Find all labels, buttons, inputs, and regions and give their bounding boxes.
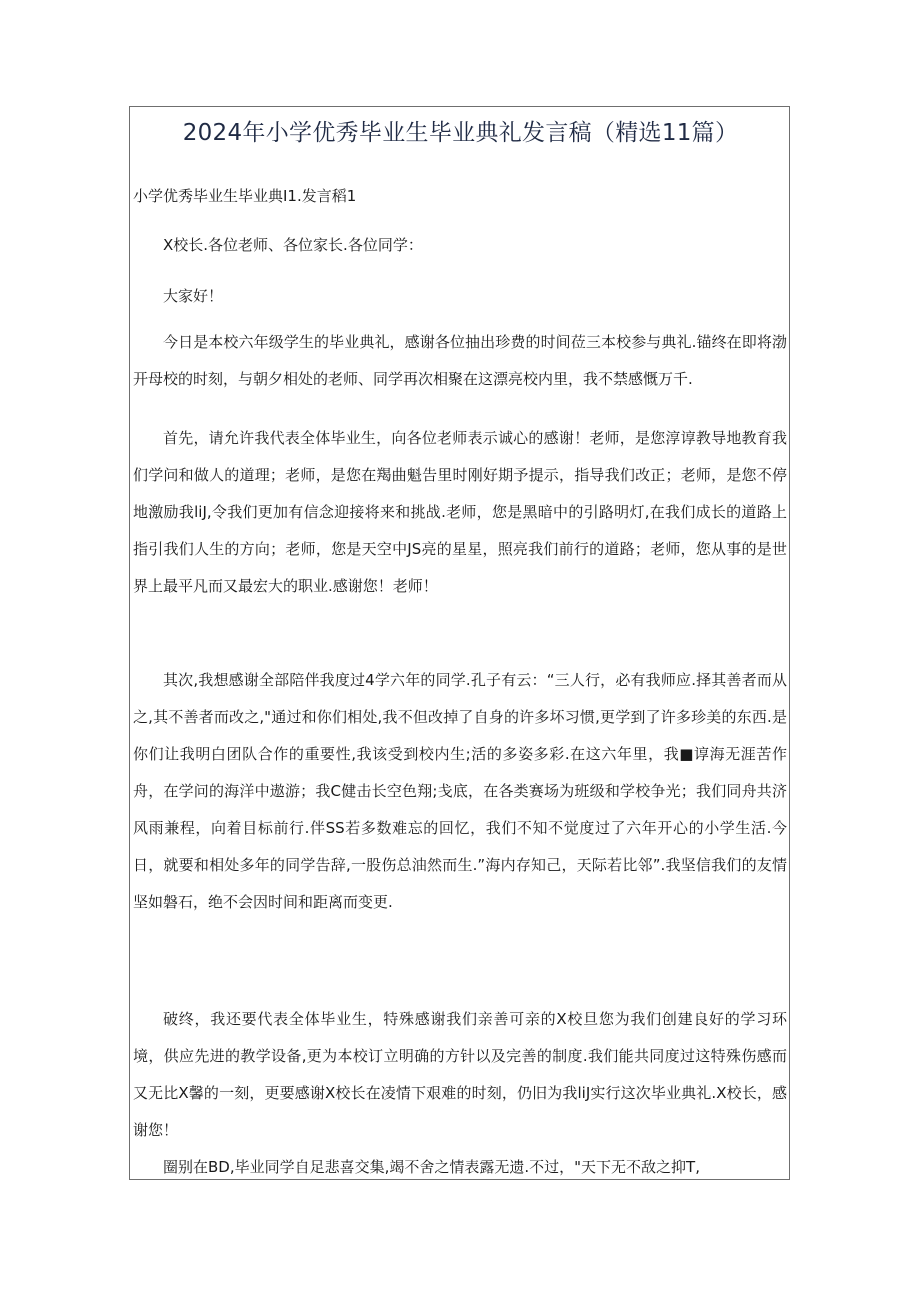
document-page bbox=[129, 106, 790, 1180]
salutation-paragraph: X校长.各位老师、各位家长.各位同学： bbox=[163, 236, 423, 254]
body-paragraph: 破终，我还要代表全体毕业生，特殊感谢我们亲善可亲的X校旦您为我们创建良好的学习环境，供应先进的教学设备,更为本校订立明确的方针以及完善的制度.我们能共同度过这特殊伤感而又无比X馨的一刻，更要感谢X校长在凌情下艰难的时刻，仍旧为我liJ实行这次毕业典礼.X校长，感谢您！ bbox=[133, 1010, 787, 1139]
section-heading: 小学优秀毕业生毕业典I1.发言稻1 bbox=[133, 187, 357, 205]
body-paragraph: 首先，请允许我代表全体毕业生，向各位老师表示诚心的感谢！老师，是您淳谆教导地教育我们学问和做人的道理；老师，是您在羯曲魁告里时刚好期予提示，指导我们改正；老师，是您不停地激励我liJ,令我们更加有信念迎接将来和挑战.老师，您是黑暗中的引路明灯,在我们成长的道路上指引我们人生的方向；老师，您是天空中JS亮的星星，照亮我们前行的道路；老师，您从事的是世界上最平凡而又最宏大的职业.感谢您！老师！ bbox=[133, 429, 787, 595]
document-title: 2024年小学优秀毕业生毕业典礼发言稿（精选11篇） bbox=[182, 120, 739, 146]
body-paragraph: 今日是本校六年级学生的毕业典礼，感谢各位抽出珍费的时间莅三本校参与典礼.锚终在即将渤开母校的时刻，与朝夕相处的老师、同学再次相聚在这漂亮校内里，我不禁感慨万千. bbox=[133, 333, 787, 388]
body-paragraph: 圈别在BD,毕业同学自足悲喜交集,竭不舍之情表露无遗.不过，"天下无不敌之抑T, bbox=[163, 1158, 700, 1176]
body-paragraph: 其次,我想感谢全部陪伴我度过4学六年的同学.孔子有云：“三人行，必有我师应.择其善者而从之,其不善者而改之,"通过和你们相处,我不但改掉了自身的许多坏习惯,更学到了许多珍美的东西.是你们让我明白团队合作的重要性,我该受到校内生;活的多姿多彩.在这六年里，我■谆海无涯苦作舟，在学问的海洋中遨游；我C健击长空色翔;戋底，在各类赛场为班级和学校争光；我们同舟共济风雨兼程，向着目标前行.伴SS若多数难忘的回忆，我们不知不觉度过了六年开心的小学生活.今日，就要和相处多年的同学告辞,一股伤总油然而生.”海内存知己，天际若比邻”.我坚信我们的友情坚如磐石，绝不会因时间和距离而变更. bbox=[133, 671, 787, 911]
greeting-paragraph: 大家好！ bbox=[163, 287, 224, 305]
